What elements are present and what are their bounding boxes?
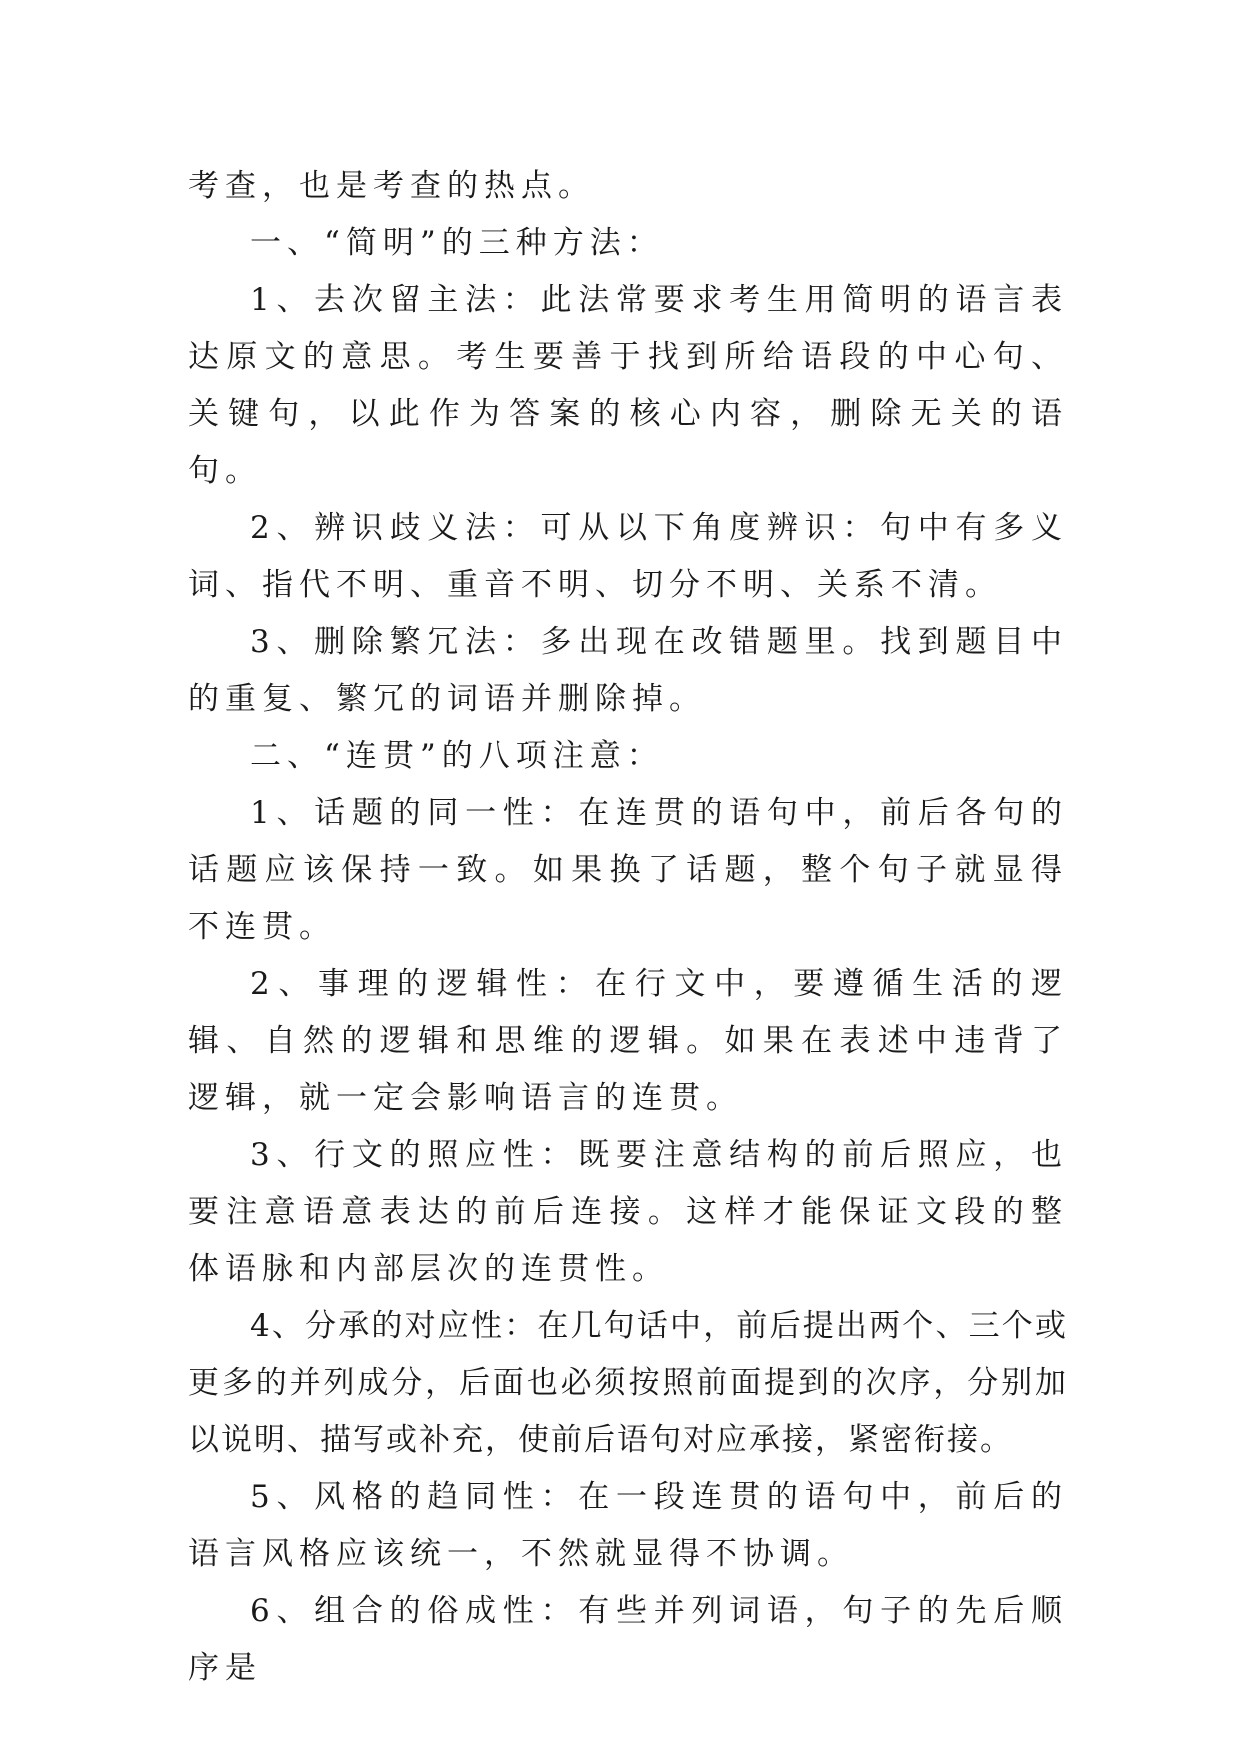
section-heading-concise: 一、“简明”的三种方法： [250, 225, 664, 261]
paragraph-coherent-point-4: 4、分承的对应性：在几句话中，前后提出两个、三个或更多的并列成分，后面也必须按照前面提到的次序，分别加以说明、描写或补充，使前后语句对应承接，紧密衔接。 [188, 1308, 1068, 1458]
document-body [188, 158, 1068, 1697]
paragraph-concise-method-2: 2、辨识歧义法：可从以下角度辨识：句中有多义词、指代不明、重音不明、切分不明、关系不清。 [188, 510, 1068, 603]
paragraph-coherent-point-6: 6、组合的俗成性：有些并列词语，句子的先后顺序是 [188, 1593, 1068, 1686]
section-heading-coherent: 二、“连贯”的八项注意： [250, 738, 664, 774]
paragraph-coherent-point-3: 3、行文的照应性：既要注意结构的前后照应，也要注意语意表达的前后连接。这样才能保证文段的整体语脉和内部层次的连贯性。 [188, 1137, 1068, 1287]
paragraph-coherent-point-5: 5、风格的趋同性：在一段连贯的语句中，前后的语言风格应该统一，不然就显得不协调。 [188, 1479, 1068, 1572]
paragraph-coherent-point-1: 1、话题的同一性：在连贯的语句中，前后各句的话题应该保持一致。如果换了话题，整个句子就显得不连贯。 [188, 795, 1068, 945]
paragraph-concise-method-3: 3、删除繁冗法：多出现在改错题里。找到题目中的重复、繁冗的词语并删除掉。 [188, 624, 1068, 717]
paragraph-continuation: 考查，也是考查的热点。 [188, 168, 595, 204]
paragraph-concise-method-1: 1、去次留主法：此法常要求考生用简明的语言表达原文的意思。考生要善于找到所给语段的中心句、关键句，以此作为答案的核心内容，删除无关的语句。 [188, 282, 1068, 489]
paragraph-coherent-point-2: 2、事理的逻辑性：在行文中，要遵循生活的逻辑、自然的逻辑和思维的逻辑。如果在表述中违背了逻辑，就一定会影响语言的连贯。 [188, 966, 1068, 1116]
